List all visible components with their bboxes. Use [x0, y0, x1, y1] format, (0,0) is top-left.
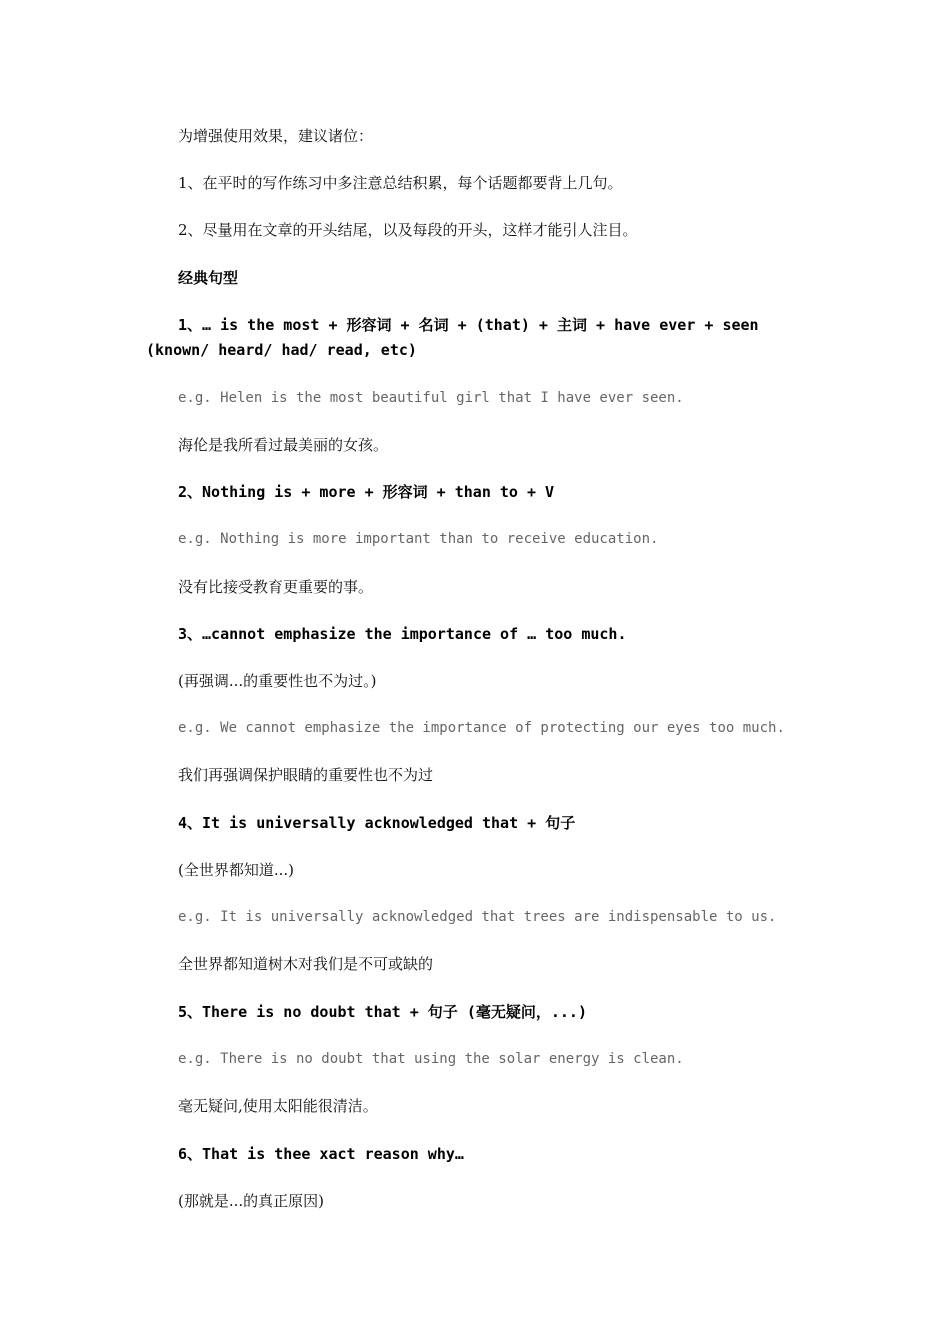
pattern-1-example: e.g. Helen is the most beautiful girl that I have ever seen.: [178, 390, 684, 406]
pattern-4-meaning: (全世界都知道...): [178, 861, 295, 879]
pattern-6-heading: 6、That is thee xact reason why…: [178, 1145, 464, 1163]
pattern-3-meaning: (再强调...的重要性也不为过。): [178, 672, 377, 690]
tip-2: 2、尽量用在文章的开头结尾，以及每段的开头，这样才能引人注目。: [178, 221, 638, 239]
pattern-3-heading: 3、…cannot emphasize the importance of … too much.: [178, 625, 627, 643]
pattern-2-example: e.g. Nothing is more important than to receive education.: [178, 531, 659, 547]
pattern-3-translation: 我们再强调保护眼睛的重要性也不为过: [178, 766, 434, 784]
pattern-4-example: e.g. It is universally acknowledged that trees are indispensable to us.: [178, 909, 777, 925]
pattern-6-meaning: (那就是...的真正原因): [178, 1192, 325, 1210]
pattern-5-heading: 5、There is no doubt that + 句子 (毫无疑问，...): [178, 1003, 587, 1021]
pattern-1-heading: 1、… is the most + 形容词 + 名词 + (that) + 主词 + have ever + seen (known/ heard/ had/ read, etc): [146, 316, 759, 359]
section-title: 经典句型: [178, 269, 239, 287]
pattern-5-translation: 毫无疑问,使用太阳能很清洁。: [178, 1097, 378, 1115]
pattern-1-translation: 海伦是我所看过最美丽的女孩。: [178, 436, 389, 454]
pattern-4-translation: 全世界都知道树木对我们是不可或缺的: [178, 955, 434, 973]
pattern-3-example: e.g. We cannot emphasize the importance of protecting our eyes too much.: [178, 720, 785, 736]
pattern-5-example: e.g. There is no doubt that using the solar energy is clean.: [178, 1051, 684, 1067]
pattern-4-heading: 4、It is universally acknowledged that + 句子: [178, 814, 576, 832]
advice-line: 为增强使用效果，建议诸位：: [178, 127, 374, 145]
pattern-2-heading: 2、Nothing is + more + 形容词 + than to + V: [178, 483, 555, 501]
pattern-2-translation: 没有比接受教育更重要的事。: [178, 578, 374, 596]
tip-1: 1、在平时的写作练习中多注意总结积累，每个话题都要背上几句。: [178, 174, 623, 192]
